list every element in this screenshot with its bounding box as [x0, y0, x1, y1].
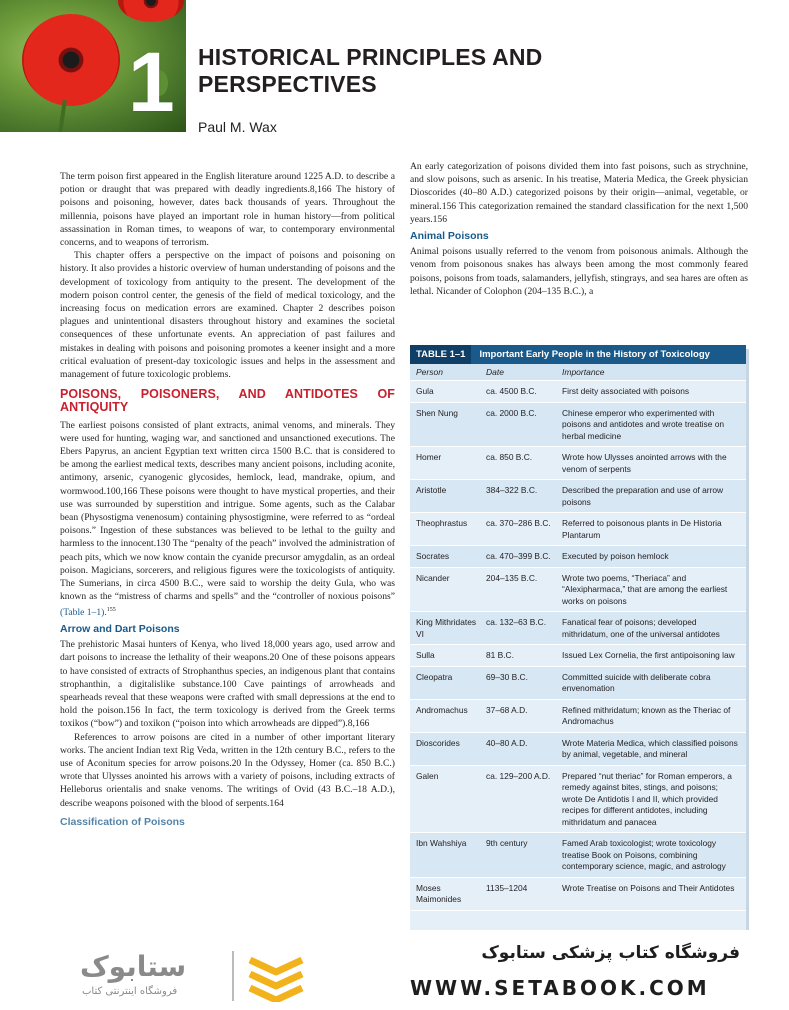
subheading-arrow-dart-poisons: Arrow and Dart Poisons [60, 622, 180, 635]
cell-person: Theophrastus [416, 518, 468, 528]
cell-person: Homer [416, 452, 442, 462]
store-logo-subtitle: فروشگاه اینترنتی کتاب [82, 986, 178, 997]
table-row [410, 733, 746, 766]
cell-importance: Issued Lex Cornelia, the first antipoisoning law [562, 650, 735, 660]
chapter-title-line1: HISTORICAL PRINCIPLES AND [198, 44, 543, 70]
cell-importance: Fanatical fear of poisons; developed mithridatum, one of the universal antidotes [562, 617, 720, 639]
cell-person: Shen Nung [416, 407, 458, 418]
cell-date: ca. 2000 B.C. [486, 407, 537, 418]
store-name: فروشگاه کتاب پزشکی ستابوک [481, 943, 740, 963]
cell-person: King Mithridates VI [416, 617, 477, 639]
subheading-animal-poisons: Animal Poisons [410, 230, 489, 243]
table-body [410, 381, 746, 911]
animal-paragraph: Animal poisons usually referred to the venom from poisonous animals. Although the venom from poisonous snakes has always been among the most commonly feared poisons, poisons from toads, salamanders, jellyfish, stingrays, and sea hares are often as lethal. Nicander of Colophon (204–135 B.C.), a [410, 246, 748, 297]
table-row [410, 568, 746, 613]
cell-date: ca. 132–63 B.C. [486, 617, 547, 627]
table-1-1-link[interactable]: (Table 1–1). [60, 606, 107, 618]
cell-date: ca. 850 B.C. [486, 452, 533, 462]
arrow-paragraph-1: The prehistoric Masai hunters of Kenya, who lived 18,000 years ago, used arrow and dart poisons to increase the lethality of their weapons.20 One of these poisons appears to have consisted of extracts of Strophanthus species, an indigenous plant that contains strophanthin, a digitalislike substance.100 Cave paintings of arrowheads and spearheads reveal that these weapons were crafted with small depressions at the end to hold the poison.156 In fact, the term toxicology is derived from the Greek terms toxikos (“bow”) and toxikon (“poison into which arrowheads are dipped”).8,166 [60, 639, 395, 730]
cell-importance: Executed by poison hemlock [562, 551, 669, 561]
cell-importance: Committed suicide with deliberate cobra envenomation [562, 671, 711, 693]
table-row [410, 513, 746, 546]
cell-date: 204–135 B.C. [486, 572, 538, 583]
cell-person: Socrates [416, 551, 450, 561]
cell-importance: Wrote Materia Medica, which classified poisons by animal, vegetable, and mineral [562, 737, 738, 759]
table-header-bar [410, 345, 746, 364]
cell-importance: Prepared “nut theriac” for Roman emperors, a remedy against bites, stings, and poisons; wrote De Antidotis I and II, which provided recipes for different antidotes, including mithridatum and panacea [562, 770, 732, 827]
cell-date: 9th century [486, 838, 528, 848]
table-row [410, 833, 746, 878]
cell-person: Dioscorides [416, 737, 460, 748]
poppy-flower-image [22, 14, 120, 106]
store-url-link[interactable]: WWW.SETABOOK.COM [410, 976, 710, 1000]
cell-importance: Famed Arab toxicologist; wrote toxicology treatise Book on Poisons, combining contemporary science, magic, and astrology [562, 838, 726, 871]
cell-importance: Referred to poisonous plants in De Historia Plantarum [562, 518, 722, 540]
cell-importance: Wrote how Ulysses anointed arrows with the venom of serpents [562, 452, 727, 474]
column-header-importance: Importance [562, 367, 605, 377]
store-logo-text: ستابوک [80, 950, 187, 983]
cell-date: 81 B.C. [486, 650, 514, 660]
cell-person: Nicander [416, 572, 450, 583]
table-row [410, 667, 746, 700]
table-row [410, 645, 746, 667]
table-column-headers [410, 364, 746, 381]
table-row [410, 447, 746, 480]
cell-importance: First deity associated with poisons [562, 386, 690, 396]
subheading-classification-of-poisons: Classification of Poisons [60, 815, 185, 828]
cell-person: Galen [416, 770, 439, 781]
cell-person: Sulla [416, 650, 435, 660]
right-text-column [410, 160, 748, 298]
cell-date: ca. 470–399 B.C. [486, 551, 551, 561]
chapter-author: Paul M. Wax [198, 119, 277, 135]
cell-importance: Wrote two poems, “Theriaca” and “Alexipharmaca,” that are among the earliest works on poisons [562, 572, 728, 606]
cell-person: Cleopatra [416, 671, 453, 682]
cell-person: Ibn Wahshiya [416, 838, 467, 848]
table-row [410, 381, 746, 403]
cell-date: 69–30 B.C. [486, 671, 528, 682]
column-header-person: Person [416, 367, 443, 377]
chapter-number: 1 [128, 35, 175, 129]
table-1-1 [410, 345, 746, 930]
chapter-cover-photo [0, 0, 186, 132]
table-row [410, 700, 746, 733]
chapter-title-line2: PERSPECTIVES [198, 71, 377, 97]
cell-date: 384–322 B.C. [486, 485, 538, 495]
intro-paragraph-2: This chapter offers a perspective on the impact of poisons and poisoning on history. It also provides a historic overview of human understanding of poisons and the development of toxicology from antiquity to the present. The development of the modern poison control center, the genesis of the field of medical toxicology, and the increasing focus on medication errors are examined. Chapter 2 describes poison plagues and unintentional disasters throughout history and examines the societal consequences of these unfortunate events. An appreciation of past failures and mistakes in dealing with poisons and poisoning promotes a keener insight and a more critical evaluation of present-day toxicologic issues and helps in the assessment and management of future toxicologic problems. [60, 250, 395, 381]
logo-divider [232, 951, 234, 1001]
table-caption: Important Early People in the History of Toxicology [479, 349, 710, 360]
table-row [410, 612, 746, 645]
chapter-title [198, 44, 543, 98]
table-row [410, 480, 746, 513]
cell-date: ca. 370–286 B.C. [486, 518, 551, 528]
poppy-flower-image-small [118, 0, 184, 22]
cell-person: Andromachus [416, 704, 468, 715]
table-ref-footnote: 155 [106, 606, 116, 613]
cell-person: Aristotle [416, 485, 447, 495]
cell-date: ca. 129–200 A.D. [486, 770, 551, 781]
intro-paragraph-1: The term poison first appeared in the English literature around 1225 A.D. to describe a potion or draught that was prepared with deadly ingredients.8,166 The history of poisons and poisoning, however, dates back thousands of years. Throughout the millennia, poisons have played an important role in human history—from political assassination in Roman times, to weapons of war, to contemporary environmental concerns, and to weapons of terrorism. [60, 171, 395, 249]
section-heading-antiquity: POISONS, POISONERS, AND ANTIDOTES OF ANTIQUITY [60, 387, 395, 415]
cell-person: Moses Maimonides [416, 882, 462, 904]
cell-importance: Wrote Treatise on Poisons and Their Antidotes [562, 882, 735, 893]
cell-importance: Chinese emperor who experimented with poisons and antidotes and wrote treatise on herbal medicine [562, 407, 725, 441]
cell-date: 1135–1204 [486, 882, 528, 893]
store-logo-chevron-icon [246, 952, 306, 1002]
cell-person: Gula [416, 386, 434, 396]
cell-date: 37–68 A.D. [486, 704, 528, 715]
table-shadow [746, 349, 749, 930]
classification-paragraph: An early categorization of poisons divided them into fast poisons, such as strychnine, and slow poisons, such as arsenic. In his treatise, Materia Medica, the Greek physician Dioscorides (40–80 A.D.) categorized poisons by their origin—animal, vegetable, or mineral.156 This categorization remained the standard classification for the next 1,500 years.156 [410, 161, 748, 225]
antiquity-paragraph [60, 419, 395, 619]
left-text-column [60, 170, 395, 831]
cell-date: ca. 4500 B.C. [486, 386, 537, 396]
cell-importance: Refined mithridatum; known as the Theriac of Andromachus [562, 704, 731, 726]
antiquity-paragraph-text: The earliest poisons consisted of plant extracts, animal venoms, and minerals. They were used for hunting, waging war, and sanctioned and unsanctioned executions. The Ebers Papyrus, an ancient Egyptian text written circa 1500 B.C. that is considered to be among the earliest medical texts, describes many ancient poisons, including aconite, antimony, arsenic, cyanogenic glycosides, hemlock, lead, mandrake, opium, and wormwood.100,166 These poisons were thought to have mystical properties, and their use was surrounded by superstition and intrigue. Some agents, such as the Calabar bean (Physostigma venenosum) containing physostigmine, were referred to as “ordeal poisons.” Ingestion of these substances was believed to be lethal to the guilty and harmless to the innocent.130 The “penalty of the peach” involved the administration of peach pits, which we now know contain the cyanide precursor amygdalin, as an ordeal poison. Magicians, sorcerers, and religious figures were the toxicologists of antiquity. The Sumerians, in circa 4500 B.C., were said to worship the deity Gula, who was known as the “mistress of charms and spells” and the “controller of noxious poisons” [60, 419, 395, 603]
table-row [410, 546, 746, 568]
column-header-date: Date [486, 367, 504, 377]
arrow-paragraph-2: References to arrow poisons are cited in a number of other important literary works. The ancient Indian text Rig Veda, written in the 12th century B.C., refers to the use of Aconitum species for arrow poisons.20 In the Odyssey, Homer (ca. 850 B.C.) wrote that Ulysses anointed his arrows with a variety of poisons, including extracts of Helleborus orientalis and snake venoms. The writings of Ovid (43 B.C.–18 A.D.), describe weapons poisoned with the blood of serpents.164 [60, 731, 395, 809]
table-row [410, 766, 746, 834]
table-tag: TABLE 1–1 [410, 345, 471, 364]
table-row [410, 878, 746, 911]
cell-date: 40–80 A.D. [486, 737, 528, 748]
table-row [410, 403, 746, 448]
cell-importance: Described the preparation and use of arrow poisons [562, 485, 724, 507]
